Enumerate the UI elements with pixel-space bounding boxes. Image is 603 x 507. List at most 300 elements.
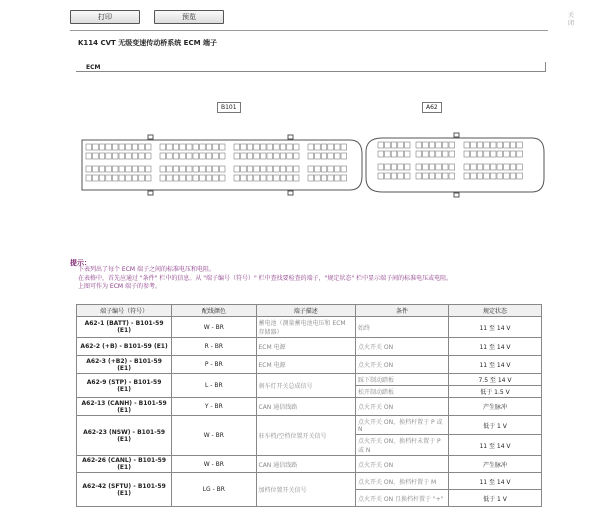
table-row (77, 317, 542, 338)
spec-cell: 11 至 14 V (448, 473, 541, 490)
pin-cavity (193, 153, 199, 159)
pin-cavity (416, 173, 422, 179)
toolbar (70, 10, 224, 24)
pin-cavity (274, 166, 280, 172)
section-bar (76, 62, 546, 72)
pin-cavity (442, 142, 448, 148)
pin-cavity (234, 175, 240, 181)
pin-cavity (274, 153, 280, 159)
condition-cell: 点火开关 ON (355, 456, 448, 473)
pin-cavity (449, 164, 455, 170)
pin-cavity (106, 144, 112, 150)
pin-cavity (234, 166, 240, 172)
pin-cavity (471, 173, 477, 179)
spec-cell: 11 至 14 V (448, 356, 541, 374)
pin-cavity (293, 144, 299, 150)
connector-pins (86, 142, 522, 181)
pin-cavity (145, 144, 151, 150)
latch (454, 193, 459, 197)
top-divider (70, 30, 548, 31)
latch (288, 191, 293, 195)
pin-cavity (328, 175, 334, 181)
header-wire-color: 配线颜色 (172, 305, 256, 317)
terminal-cell: A62-3 (+B2) - B101-59 (E1) (77, 356, 172, 374)
pin-cavity (219, 153, 225, 159)
terminal-cell: A62-13 (CANH) - B101-59 (E1) (77, 398, 172, 416)
wire-color-cell: LG - BR (172, 473, 256, 507)
pin-cavity (234, 153, 240, 159)
pin-cavity (247, 166, 253, 172)
pin-cavity (254, 153, 260, 159)
pin-cavity (241, 144, 247, 150)
pin-cavity (497, 151, 503, 157)
header-description: 端子描述 (256, 305, 355, 317)
pin-cavity (391, 173, 397, 179)
pin-cavity (510, 164, 516, 170)
pin-cavity (139, 166, 145, 172)
wire-color-cell: P - BR (172, 356, 256, 374)
wire-color-cell: R - BR (172, 338, 256, 356)
pin-cavity (106, 166, 112, 172)
pin-cavity (308, 144, 314, 150)
pin-cavity (464, 173, 470, 179)
hint-line: 上图可作为 ECM 端子的参考。 (78, 283, 161, 290)
pin-cavity (436, 151, 442, 157)
pin-cavity (334, 153, 340, 159)
table-row (77, 338, 542, 356)
pin-cavity (173, 166, 179, 172)
latch (148, 135, 153, 139)
header-spec: 规定状态 (448, 305, 541, 317)
pin-cavity (241, 153, 247, 159)
pin-cavity (341, 144, 347, 150)
pin-cavity (510, 142, 516, 148)
terminal-cell: A62-26 (CANL) - B101-59 (E1) (77, 456, 172, 473)
pin-cavity (254, 175, 260, 181)
pin-cavity (274, 144, 280, 150)
pin-cavity (139, 144, 145, 150)
pin-cavity (173, 144, 179, 150)
pin-cavity (206, 175, 212, 181)
pin-cavity (517, 164, 523, 170)
pin-cavity (398, 164, 404, 170)
pin-cavity (334, 175, 340, 181)
pin-cavity (484, 151, 490, 157)
pin-cavity (477, 164, 483, 170)
pin-cavity (423, 142, 429, 148)
pin-cavity (398, 151, 404, 157)
pin-cavity (126, 166, 132, 172)
pin-cavity (106, 153, 112, 159)
spec-cell: 低于 1.5 V (448, 386, 541, 398)
description-cell: CAN 通信线路 (256, 456, 355, 473)
pin-cavity (341, 166, 347, 172)
pin-cavity (167, 175, 173, 181)
wire-color-cell: W - BR (172, 416, 256, 456)
pin-cavity (280, 144, 286, 150)
pin-cavity (160, 175, 166, 181)
condition-cell: 点火开关 ON (355, 338, 448, 356)
pin-cavity (267, 153, 273, 159)
pin-cavity (308, 175, 314, 181)
pin-cavity (200, 175, 206, 181)
pin-cavity (241, 175, 247, 181)
pin-cavity (497, 173, 503, 179)
pin-cavity (186, 144, 192, 150)
pin-cavity (308, 153, 314, 159)
pin-cavity (247, 175, 253, 181)
condition-cell: 点火开关 ON (355, 356, 448, 374)
pin-cavity (132, 153, 138, 159)
pin-cavity (504, 142, 510, 148)
pin-cavity (429, 173, 435, 179)
terminal-cell: A62-23 (NSW) - B101-59 (E1) (77, 416, 172, 456)
pin-cavity (391, 142, 397, 148)
pin-cavity (378, 151, 384, 157)
pin-cavity (429, 151, 435, 157)
pin-cavity (193, 144, 199, 150)
pin-cavity (267, 144, 273, 150)
table-body (77, 317, 542, 507)
pin-cavity (490, 142, 496, 148)
pin-cavity (280, 175, 286, 181)
pin-cavity (449, 142, 455, 148)
pin-cavity (321, 144, 327, 150)
table-row (77, 356, 542, 374)
pin-cavity (497, 164, 503, 170)
pin-cavity (416, 151, 422, 157)
pin-cavity (160, 144, 166, 150)
pin-cavity (464, 142, 470, 148)
pin-cavity (160, 166, 166, 172)
spec-cell: 7.5 至 14 V (448, 374, 541, 386)
pin-cavity (404, 151, 410, 157)
pin-cavity (321, 153, 327, 159)
pin-cavity (328, 153, 334, 159)
condition-cell: 点火开关 ON (355, 398, 448, 416)
close-link[interactable]: 关闭 (568, 12, 575, 27)
pin-cavity (260, 144, 266, 150)
pin-cavity (119, 166, 125, 172)
pin-cavity (334, 144, 340, 150)
pin-cavity (132, 175, 138, 181)
terminal-cell: A62-2 (+B) - B101-59 (E1) (77, 338, 172, 356)
pin-cavity (404, 164, 410, 170)
pin-cavity (206, 166, 212, 172)
pin-cavity (267, 166, 273, 172)
pin-cavity (308, 166, 314, 172)
pin-cavity (132, 144, 138, 150)
pin-cavity (254, 166, 260, 172)
pin-cavity (442, 164, 448, 170)
pin-cavity (219, 166, 225, 172)
description-cell: 驻车档/空档位置开关信号 (256, 416, 355, 456)
pin-cavity (287, 153, 293, 159)
pin-cavity (186, 153, 192, 159)
pin-cavity (385, 173, 391, 179)
pin-cavity (112, 166, 118, 172)
pin-cavity (160, 153, 166, 159)
condition-cell: 点火开关 ON，换档杆未置于 P 或 N (355, 435, 448, 456)
pin-cavity (436, 142, 442, 148)
pin-cavity (328, 166, 334, 172)
spec-cell: 11 至 14 V (448, 435, 541, 456)
pin-cavity (93, 144, 99, 150)
condition-cell: 点火开关 ON，换档杆置于 P 或 N (355, 416, 448, 435)
pin-cavity (167, 144, 173, 150)
pin-cavity (517, 142, 523, 148)
pin-cavity (132, 166, 138, 172)
pin-cavity (280, 166, 286, 172)
pin-cavity (213, 153, 219, 159)
pin-cavity (484, 142, 490, 148)
pin-cavity (429, 164, 435, 170)
pin-cavity (334, 166, 340, 172)
pin-cavity (260, 166, 266, 172)
pin-cavity (315, 166, 321, 172)
pin-cavity (119, 153, 125, 159)
condition-cell: 点火开关 ON，换档杆置于 M (355, 473, 448, 490)
pin-cavity (378, 173, 384, 179)
pin-cavity (471, 142, 477, 148)
pin-cavity (385, 164, 391, 170)
condition-cell: 松开制动踏板 (355, 386, 448, 398)
connector-label-b101: B101 (217, 102, 241, 113)
pin-cavity (180, 175, 186, 181)
pin-cavity (477, 173, 483, 179)
pin-cavity (517, 151, 523, 157)
pin-cavity (442, 173, 448, 179)
pin-cavity (99, 144, 105, 150)
pin-cavity (315, 153, 321, 159)
pin-cavity (86, 175, 92, 181)
wire-color-cell: W - BR (172, 317, 256, 338)
pin-cavity (293, 175, 299, 181)
pin-cavity (504, 173, 510, 179)
condition-cell: 踩下制动踏板 (355, 374, 448, 386)
pin-cavity (442, 151, 448, 157)
pin-cavity (385, 142, 391, 148)
header-terminal: 端子编号（符号） (77, 305, 172, 317)
pin-cavity (517, 173, 523, 179)
pin-cavity (510, 173, 516, 179)
table-row (77, 456, 542, 473)
pin-cavity (145, 153, 151, 159)
pin-cavity (126, 153, 132, 159)
hint-title: 提示： (70, 259, 91, 267)
condition-cell: 点火开关 ON 且换档杆置于 "+" (355, 490, 448, 507)
pin-cavity (145, 175, 151, 181)
condition-cell: 始终 (355, 317, 448, 338)
pin-cavity (378, 142, 384, 148)
terminal-cell: A62-1 (BATT) - B101-59 (E1) (77, 317, 172, 338)
pin-cavity (398, 142, 404, 148)
pin-cavity (449, 151, 455, 157)
pin-cavity (99, 166, 105, 172)
pin-cavity (490, 173, 496, 179)
latch (148, 191, 153, 195)
hint-line: 在表格中，首先应通过 "条件" 栏中的信息。从 "端子编号（符号）" 栏中查找要检查的端子，"规定状态" 栏中显示端子间的标准电压或电阻。 (78, 274, 453, 282)
pin-cavity (490, 164, 496, 170)
pin-cavity (145, 166, 151, 172)
pin-cavity (180, 144, 186, 150)
pin-cavity (112, 153, 118, 159)
latch (454, 133, 459, 137)
pin-cavity (213, 175, 219, 181)
pin-cavity (173, 175, 179, 181)
spec-cell: 产生脉冲 (448, 456, 541, 473)
pin-cavity (490, 151, 496, 157)
pin-cavity (404, 173, 410, 179)
hint-text (78, 266, 548, 292)
description-cell: CAN 通信线路 (256, 398, 355, 416)
pin-cavity (391, 164, 397, 170)
pin-cavity (328, 144, 334, 150)
spec-cell: 产生脉冲 (448, 398, 541, 416)
pin-cavity (423, 173, 429, 179)
pin-cavity (315, 144, 321, 150)
spec-cell: 低于 1 V (448, 490, 541, 507)
latch (288, 135, 293, 139)
pin-cavity (126, 144, 132, 150)
connector-label-a62: A62 (422, 102, 442, 113)
pin-cavity (213, 166, 219, 172)
pin-cavity (241, 166, 247, 172)
pin-cavity (119, 175, 125, 181)
pin-cavity (504, 151, 510, 157)
pin-cavity (391, 151, 397, 157)
pin-cavity (484, 164, 490, 170)
pin-cavity (484, 173, 490, 179)
pin-cavity (93, 153, 99, 159)
pin-cavity (99, 175, 105, 181)
description-cell: ECM 电源 (256, 338, 355, 356)
print-button[interactable]: 打印 (70, 10, 140, 24)
spec-cell: 低于 1 V (448, 416, 541, 435)
pin-cavity (139, 153, 145, 159)
pin-cavity (274, 175, 280, 181)
table-row (77, 416, 542, 435)
pin-cavity (436, 164, 442, 170)
pin-cavity (93, 175, 99, 181)
pin-cavity (86, 166, 92, 172)
pin-cavity (464, 151, 470, 157)
pin-cavity (287, 144, 293, 150)
pin-cavity (180, 153, 186, 159)
pin-cavity (287, 166, 293, 172)
pin-cavity (167, 153, 173, 159)
pin-cavity (315, 175, 321, 181)
pin-cavity (106, 175, 112, 181)
table-header-row (77, 305, 542, 317)
preview-button[interactable]: 预览 (154, 10, 224, 24)
pin-cavity (280, 153, 286, 159)
table-row (77, 473, 542, 490)
table-row (77, 398, 542, 416)
pin-cavity (86, 153, 92, 159)
pin-cavity (416, 164, 422, 170)
pin-cavity (260, 175, 266, 181)
spec-cell: 11 至 14 V (448, 338, 541, 356)
pin-cavity (287, 175, 293, 181)
pin-cavity (186, 175, 192, 181)
pin-cavity (213, 144, 219, 150)
pin-cavity (423, 151, 429, 157)
pin-cavity (510, 151, 516, 157)
pin-cavity (247, 144, 253, 150)
section-label: ECM (86, 64, 101, 71)
doc-title: K114 CVT 无级变速传动桥系统 ECM 端子 (78, 39, 217, 47)
pin-cavity (464, 164, 470, 170)
pin-cavity (254, 144, 260, 150)
pin-cavity (267, 175, 273, 181)
pin-cavity (341, 175, 347, 181)
pin-cavity (180, 166, 186, 172)
pin-cavity (112, 175, 118, 181)
wire-color-cell: W - BR (172, 456, 256, 473)
pin-cavity (398, 173, 404, 179)
wire-color-cell: L - BR (172, 374, 256, 398)
description-cell: 刹车灯开关总成信号 (256, 374, 355, 398)
pin-cavity (260, 153, 266, 159)
wire-color-cell: Y - BR (172, 398, 256, 416)
table-row (77, 374, 542, 386)
pin-cavity (139, 175, 145, 181)
pin-cavity (173, 153, 179, 159)
pin-cavity (119, 144, 125, 150)
pin-cavity (206, 144, 212, 150)
pin-cavity (93, 166, 99, 172)
pin-cavity (404, 142, 410, 148)
pin-cavity (423, 164, 429, 170)
terminal-cell: A62-9 (STP) - B101-59 (E1) (77, 374, 172, 398)
pin-cavity (471, 164, 477, 170)
pin-cavity (200, 153, 206, 159)
pin-cavity (206, 153, 212, 159)
pin-cavity (112, 144, 118, 150)
pin-cavity (293, 153, 299, 159)
pin-cavity (449, 173, 455, 179)
pin-cavity (416, 142, 422, 148)
pin-cavity (200, 144, 206, 150)
pin-cavity (378, 164, 384, 170)
pin-cavity (504, 164, 510, 170)
pin-cavity (321, 175, 327, 181)
pin-cavity (293, 166, 299, 172)
hint-line: 下表列出了每个 ECM 端子之间的标准电压和电阻。 (78, 266, 215, 273)
pin-cavity (477, 151, 483, 157)
pin-cavity (477, 142, 483, 148)
pin-cavity (321, 166, 327, 172)
pin-cavity (429, 142, 435, 148)
pin-cavity (193, 175, 199, 181)
pin-cavity (247, 153, 253, 159)
pin-cavity (200, 166, 206, 172)
pin-cavity (219, 144, 225, 150)
pin-cavity (436, 173, 442, 179)
pin-cavity (99, 153, 105, 159)
pin-cavity (86, 144, 92, 150)
pin-cavity (193, 166, 199, 172)
pin-cavity (341, 153, 347, 159)
pin-cavity (234, 144, 240, 150)
terminal-cell: A62-42 (SFTU) - B101-59 (E1) (77, 473, 172, 507)
pin-cavity (471, 151, 477, 157)
pin-cavity (385, 151, 391, 157)
pin-cavity (219, 175, 225, 181)
description-cell: 蓄电池（测量蓄电池电压和 ECM 存储器） (256, 317, 355, 338)
description-cell: ECM 电源 (256, 356, 355, 374)
